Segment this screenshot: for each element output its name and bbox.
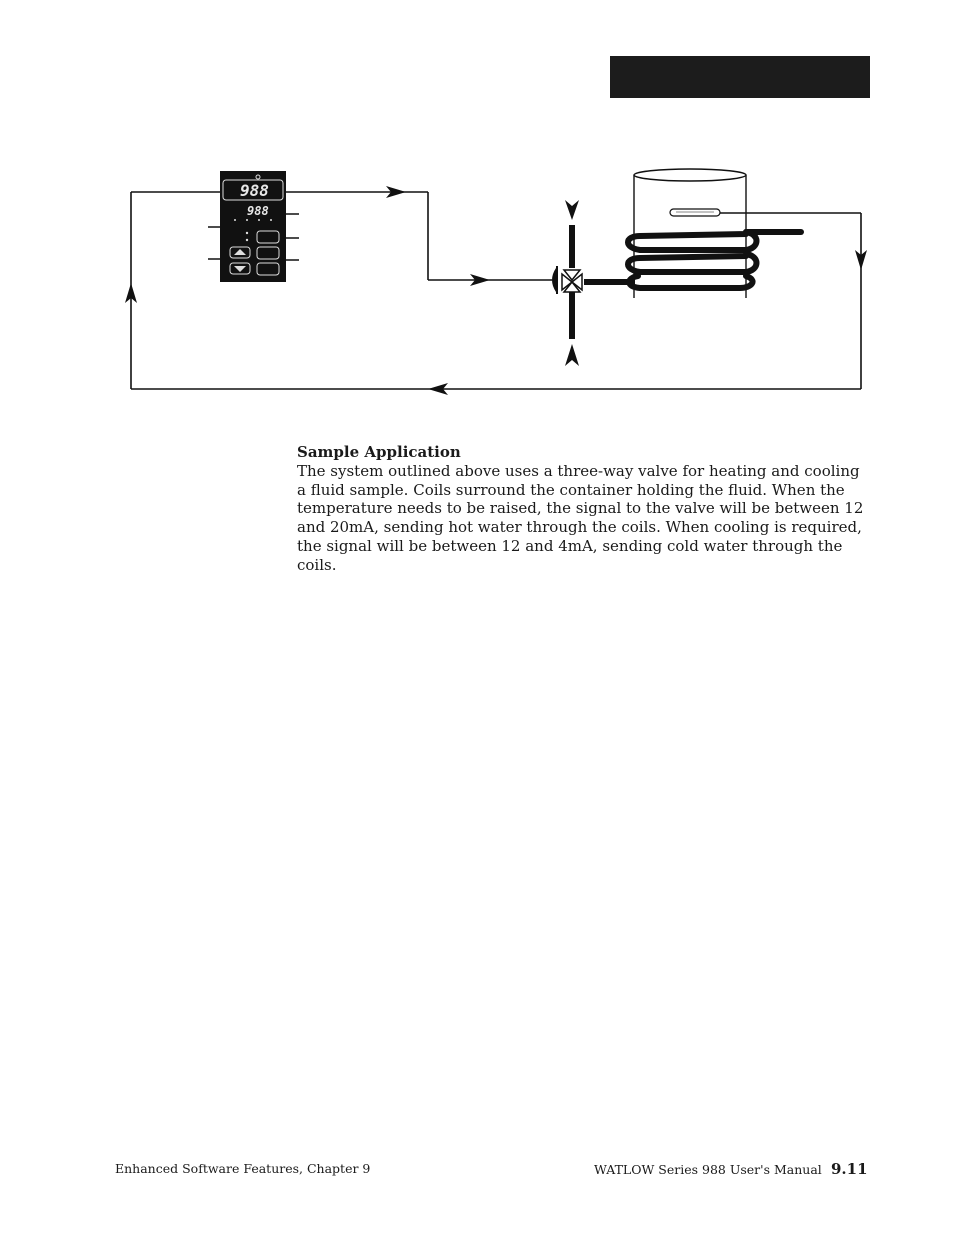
controller-icon	[220, 171, 286, 282]
svg-text:988: 988	[240, 181, 269, 200]
section-heading: Sample Application	[297, 443, 461, 461]
three-way-valve-icon	[552, 266, 582, 294]
footer-chapter: Enhanced Software Features, Chapter 9	[115, 1161, 371, 1176]
section-paragraph: The system outlined above uses a three-way valve for heating and cooling a fluid sample. Coils surround the container holding the fluid. When the temperature needs to be raised, the signal to the valve will be between 12 and 20mA, sending hot water through the coils. When cooling is required, the signal will be between 12 and 4mA, sending cold water through the coils.	[297, 461, 864, 574]
sensor-probe-icon	[670, 209, 720, 216]
footer-manual-title: WATLOW Series 988 User's Manual	[594, 1162, 822, 1177]
arrow-down-icon	[565, 200, 579, 220]
arrow-up-icon	[565, 344, 579, 366]
coil-icon	[628, 232, 801, 288]
page-number: 9.11	[831, 1160, 868, 1178]
sample-application-section	[297, 443, 867, 575]
system-diagram	[0, 0, 954, 420]
svg-text:988: 988	[247, 204, 269, 218]
